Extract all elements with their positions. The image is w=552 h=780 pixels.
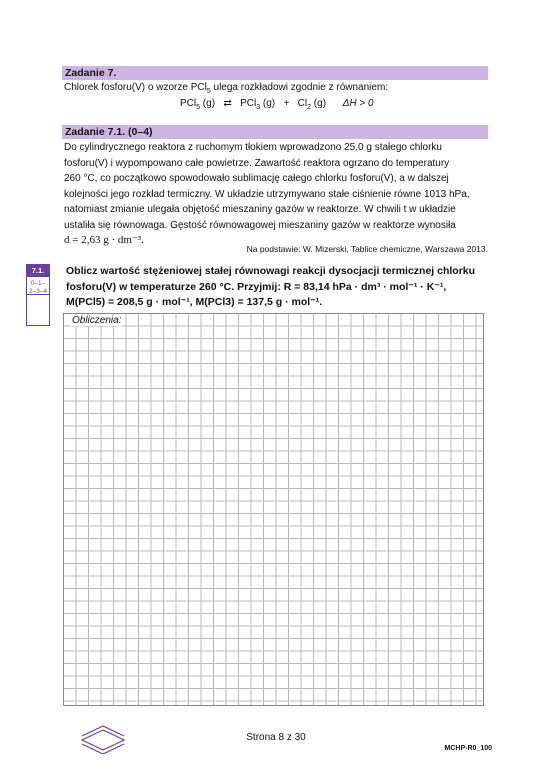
task-7-heading: Zadanie 7. <box>62 66 488 80</box>
desc-line: ustaliła się równowaga. Gęstość równowagowej mieszaniny gazów w reaktorze wynosiła <box>64 219 456 231</box>
calculation-grid[interactable] <box>63 313 484 706</box>
desc-line: kolejności jego rozkład termiczny. W układzie utrzymywano stałe ciśnienie równe 1013 hPa, <box>64 188 470 200</box>
desc-line: d = 2,63 g · dm⁻³. <box>64 234 144 246</box>
page-number: Strona 8 z 30 <box>246 732 306 743</box>
source-citation: Na podstawie: W. Mizerski, Tablice chemiczne, Warszawa 2013. <box>246 244 488 254</box>
desc-line: natomiast zmianie ulegała objętość mieszaniny gazów w reaktorze. W chwili t w układzie <box>64 204 456 215</box>
task-description <box>64 140 494 249</box>
points-scale: 0–1– 2–3–4 <box>27 277 49 295</box>
instruction-line: fosforu(V) w temperaturze 260 °C. Przyjmij: R = 83,14 hPa · dm³ · mol⁻¹ · K⁻¹, <box>66 280 447 293</box>
instruction-line: Oblicz wartość stężeniowej stałej równowagi reakcji dysocjacji termicznej chlorku <box>66 265 476 277</box>
desc-line: fosforu(V) i wypompowano całe powietrze. Zawartość reaktora ogrzano do temperatury <box>64 157 450 169</box>
exam-code: MCHP-R0_100 <box>444 745 492 752</box>
task-7-1-heading: Zadanie 7.1. (0–4) <box>62 125 488 139</box>
instruction-line: M(PCl5) = 208,5 g · mol⁻¹, M(PCl3) = 137,5 g · mol⁻¹. <box>66 296 323 308</box>
task-instruction <box>66 264 490 311</box>
calculations-label: Obliczenia: <box>72 315 122 326</box>
reaction-equation: PCl$_5$ (g) ⇄ PCl$_3$ (g) + $Cl_2$ (g) ΔH > 0 <box>180 98 374 111</box>
task-7-intro: Chlorek fosforu(V) o wzorze PCl$_5$ ulega rozkładowi zgodnie z równaniem: <box>64 82 389 95</box>
score-badge <box>26 264 50 326</box>
task-number: 7.1. <box>27 265 49 277</box>
desc-line: Do cylindrycznego reaktora z ruchomym tłokiem wprowadzono 25,0 g stałego chlorku <box>64 142 442 153</box>
desc-line: 260 °C, co początkowo spowodowało sublimację całego chlorku fosforu(V), a w dalszej <box>64 173 449 184</box>
